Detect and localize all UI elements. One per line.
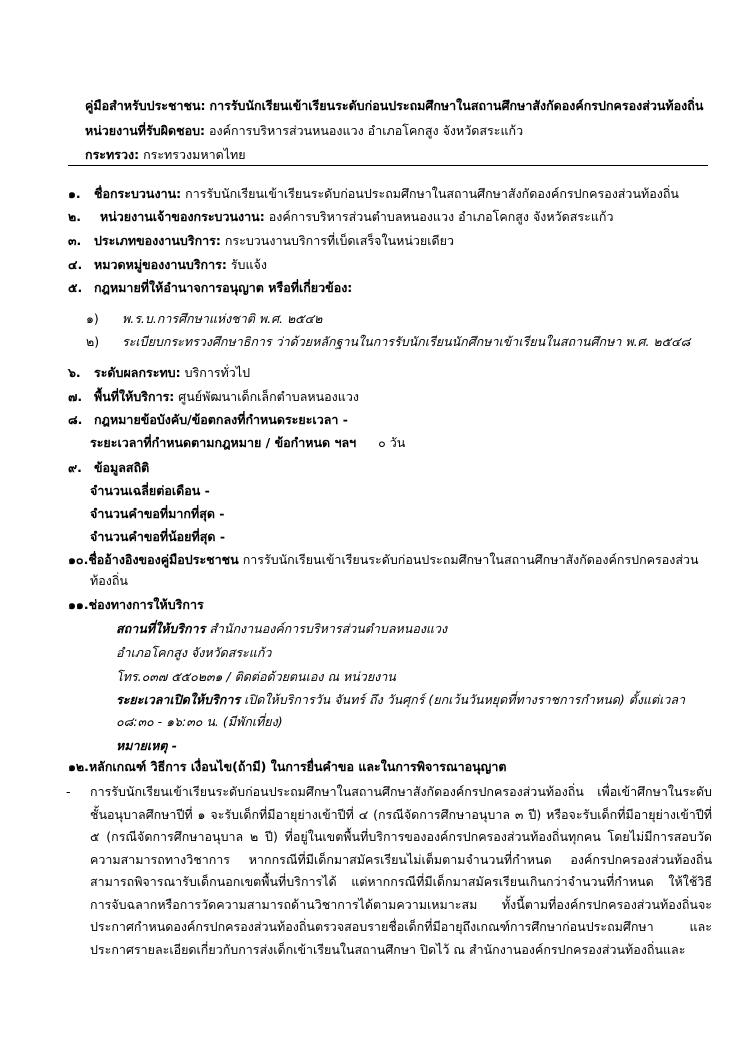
- item-5-number: ๕.: [68, 280, 83, 295]
- service-hours-time: ๐๘:๓๐ - ๑๖:๓๐ น. (มีพักเที่ยง): [116, 714, 283, 729]
- item-4: [68, 255, 267, 275]
- item-7-value: ศูนย์พัฒนาเด็กเล็กตำบลหนองแวง: [178, 389, 359, 404]
- law-2: [86, 332, 690, 352]
- item-4-label: หมวดหมู่ของงานบริการ:: [93, 257, 227, 272]
- item-10-label: ชื่ออ้างอิงของคู่มือประชาชน: [88, 552, 239, 567]
- criteria-bullet: -: [66, 784, 71, 799]
- item-10-value-cont: ท้องถิ่น: [90, 573, 128, 588]
- service-hours-value: เปิดให้บริการวัน จันทร์ ถึง วันศุกร์ (ยกเว้นวันหยุดที่ทางราชการกำหนด) ตั้งแต่เวลา: [244, 692, 686, 707]
- item-5-label: กฎหมายที่ให้อำนาจการอนุญาต หรือที่เกี่ยวข้อง:: [93, 280, 353, 295]
- law-1-text: พ.ร.บ.การศึกษาแห่งชาติ พ.ศ. ๒๕๔๒: [121, 311, 323, 326]
- law-1: [86, 309, 322, 329]
- item-3-value: กระบวนงานบริการที่เบ็ดเสร็จในหน่วยเดียว: [224, 233, 454, 248]
- item-8: [68, 410, 348, 430]
- item-12-label: หลักเกณฑ์ วิธีการ เงื่อนไข(ถ้ามี) ในการยื่นคำขอ และในการพิจารณาอนุญาต: [88, 759, 507, 774]
- service-place-value: สำนักงานองค์การบริหารส่วนตำบลหนองแวง: [209, 621, 448, 636]
- item-7: [68, 387, 359, 407]
- law-1-number: ๑): [86, 311, 99, 326]
- item-12: [68, 757, 506, 777]
- item-8-label: กฎหมายข้อบังคับ/ข้อตกลงที่กำหนดระยะเวลา -: [93, 412, 348, 427]
- item-8-duration-label: ระยะเวลาที่กำหนดตามกฎหมาย / ข้อกำหนด ฯลฯ: [90, 435, 357, 450]
- item-1-number: ๑.: [68, 186, 81, 201]
- stat-average: จำนวนเฉลี่ยต่อเดือน -: [90, 483, 210, 498]
- service-place-label: สถานที่ให้บริการ: [116, 621, 206, 636]
- service-place-district: อำเภอโคกสูง จังหวัดสระแก้ว: [116, 645, 272, 660]
- item-11-label: ช่องทางการให้บริการ: [88, 597, 204, 612]
- service-note: หมายเหตุ -: [116, 738, 177, 753]
- item-12-number: ๑๒.: [68, 759, 89, 774]
- item-1-label: ชื่อกระบวนงาน:: [93, 186, 182, 201]
- item-11: [68, 595, 204, 615]
- law-2-number: ๒): [86, 334, 100, 349]
- item-3-number: ๓.: [68, 233, 82, 248]
- item-6: [68, 363, 250, 383]
- item-3: [68, 231, 454, 251]
- agency-value: องค์การบริหารส่วนหนองแวง อำเภอโคกสูง จังหวัดสระแก้ว: [209, 123, 524, 138]
- item-6-label: ระดับผลกระทบ:: [93, 365, 181, 380]
- manual-title: การรับนักเรียนเข้าเรียนระดับก่อนประถมศึกษาในสถานศึกษาสังกัดองค์กรปกครองส่วนท้องถิ่น: [209, 98, 704, 113]
- item-11-number: ๑๑.: [68, 597, 89, 612]
- manual-label: คู่มือสำหรับประชาชน:: [85, 98, 206, 113]
- item-10: [68, 550, 699, 570]
- item-6-value: บริการทั่วไป: [184, 365, 251, 380]
- law-2-text: ระเบียบกระทรวงศึกษาธิการ ว่าด้วยหลักฐานในการรับนักเรียนนักศึกษาเข้าเรียนในสถานศึกษา พ.ศ. ๒๕๔๘: [121, 334, 691, 349]
- criteria-paragraph: การรับนักเรียนเข้าเรียนระดับก่อนประถมศึกษาในสถานศึกษาสังกัดองค์กรปกครองส่วนท้องถิ่น เพื่อเข้าศึกษาในระดับชั้นอนุบาลศึกษาปีที่ ๑ จะรับเด็กที่มีอายุย่างเข้าปีที่ ๔ (กรณีจัดการศึกษาอนุบาล ๓ ปี) หรือจะรับเด็กที่มีอายุย่างเข้าปีที่ ๕ (กรณีจัดการศึกษาอนุบาล ๒ ปี) ที่อยู่ในเขตพื้นที่บริการขององค์กรปกครองส่วนท้องถิ่นทุกคน โดยไม่มีการสอบวัดความสามารถทางวิชาการ หากกรณีที่มีเด็กมาสมัครเรียนไม่เต็มตามจำนวนที่กำหนด องค์กรปกครองส่วนท้องถิ่นสามารถพิจารณารับเด็กนอกเขตพื้นที่บริการได้ แต่หากกรณีที่มีเด็กมาสมัครเรียนเกินกว่าจำนวนที่กำหนด ให้ใช้วิธีการจับฉลากหรือการวัดความสามารถด้านวิชาการได้ตามความเหมาะสม ทั้งนี้ตามที่องค์กรปกครองส่วนท้องถิ่นจะประกาศกำหนดองค์กรปกครองส่วนท้องถิ่นตรวจสอบรายชื่อเด็กที่มีอายุถึงเกณฑ์การศึกษาก่อนประถมศึกษา และประกาศรายละเอียดเกี่ยวกับการส่งเด็กเข้าเรียนในสถานศึกษา ปิดไว้ ณ สำนักงานองค์กรปกครองส่วนท้องถิ่นและ: [90, 784, 712, 957]
- ministry-line: [85, 145, 725, 165]
- item-7-number: ๗.: [68, 389, 83, 404]
- ministry-value: กระทรวงมหาดไทย: [143, 147, 246, 162]
- header-divider: [68, 165, 708, 166]
- service-place-phone: โทร.๐๓๗ ๕๕๐๒๓๑ / ติดต่อด้วยตนเอง ณ หน่วยงาน: [116, 669, 396, 684]
- ministry-label: กระทรวง:: [85, 147, 140, 162]
- item-10-value: การรับนักเรียนเข้าเรียนระดับก่อนประถมศึกษาในสถานศึกษาสังกัดองค์กรปกครองส่วน: [242, 552, 699, 567]
- item-4-number: ๔.: [68, 257, 83, 272]
- stat-min: จำนวนคำขอที่น้อยที่สุด -: [90, 529, 226, 544]
- item-2-number: ๒.: [68, 209, 81, 224]
- service-hours: [116, 690, 685, 710]
- item-3-label: ประเภทของงานบริการ:: [93, 233, 221, 248]
- service-hours-label: ระยะเวลาเปิดให้บริการ: [116, 692, 241, 707]
- item-8-duration: [90, 433, 405, 453]
- agency-line: [85, 121, 725, 141]
- item-8-number: ๘.: [68, 412, 83, 427]
- item-1-value: การรับนักเรียนเข้าเรียนระดับก่อนประถมศึกษาในสถานศึกษาสังกัดองค์กรปกครองส่วนท้องถิ่น: [185, 186, 679, 201]
- manual-title-line: [85, 96, 725, 116]
- item-6-number: ๖.: [68, 365, 81, 380]
- item-4-value: รับแจ้ง: [230, 257, 267, 272]
- item-7-label: พื้นที่ให้บริการ:: [93, 389, 175, 404]
- item-2: [68, 207, 613, 227]
- item-2-label: หน่วยงานเจ้าของกระบวนงาน:: [99, 209, 265, 224]
- stat-max: จำนวนคำขอที่มากที่สุด -: [90, 506, 225, 521]
- item-10-number: ๑๐.: [68, 552, 89, 567]
- item-9: [68, 458, 149, 478]
- item-9-number: ๙.: [68, 460, 82, 475]
- item-2-value: องค์การบริหารส่วนตำบลหนองแวง อำเภอโคกสูง จังหวัดสระแก้ว: [268, 209, 614, 224]
- item-1: [68, 184, 679, 204]
- item-5: [68, 278, 352, 298]
- item-8-duration-value: ๐ วัน: [378, 435, 406, 450]
- service-place: [116, 619, 447, 639]
- item-9-label: ข้อมูลสถิติ: [93, 460, 150, 475]
- agency-label: หน่วยงานที่รับผิดชอบ:: [85, 123, 206, 138]
